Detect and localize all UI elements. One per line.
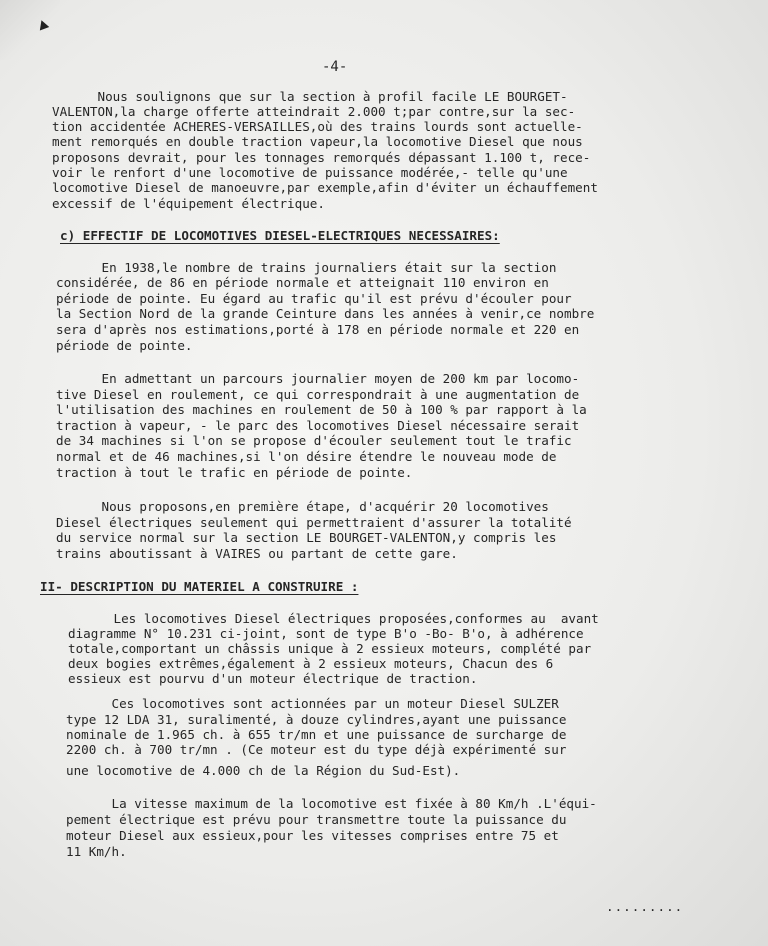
text-line: Les locomotives Diesel électriques proposées,conformes au avant — [68, 611, 599, 626]
page-shadow — [0, 0, 60, 60]
text-line: voir le renfort d'une locomotive de puissance modérée,- telle qu'une — [52, 165, 568, 180]
text-line: excessif de l'équipement électrique. — [52, 196, 325, 211]
text-line: essieux est pourvu d'un moteur électrique de traction. — [68, 671, 478, 686]
text-line: pement électrique est prévu pour transmettre toute la puissance du — [66, 812, 567, 827]
text-line: Nous proposons,en première étape, d'acquérir 20 locomotives — [56, 499, 549, 514]
text-line: tive Diesel en roulement, ce qui correspondrait à une augmentation de — [56, 387, 580, 402]
text-line: trains aboutissant à VAIRES ou partant de cette gare. — [56, 546, 458, 561]
text-line: traction à vapeur, - le parc des locomotives Diesel nécessaire serait — [56, 418, 580, 433]
text-line: Nous soulignons que sur la section à profil facile LE BOURGET- — [52, 89, 568, 104]
text-line: VALENTON,la charge offerte atteindrait 2.000 t;par contre,sur la sec- — [52, 104, 576, 119]
text-line: deux bogies extrêmes,également à 2 essieux moteurs, Chacun des 6 — [68, 656, 554, 671]
text-line: période de pointe. Eu égard au trafic qu'il est prévu d'écouler pour — [56, 291, 572, 306]
text-line: locomotive Diesel de manoeuvre,par exemple,afin d'éviter un échauffement — [52, 180, 598, 195]
text-line: considérée, de 86 en période normale et atteignait 110 environ en — [56, 275, 549, 290]
text-line: En admettant un parcours journalier moyen de 200 km par locomo- — [56, 371, 580, 386]
text-line: 11 Km/h. — [66, 844, 127, 859]
text-line: période de pointe. — [56, 338, 193, 353]
text-line: tion accidentée ACHERES-VERSAILLES,où des trains lourds sont actuelle- — [52, 119, 583, 134]
text-line: totale,comportant un châssis unique à 2 essieux moteurs, complété par — [68, 641, 592, 656]
text-line: du service normal sur la section LE BOURGET-VALENTON,y compris les — [56, 530, 557, 545]
section-heading-ii: II- DESCRIPTION DU MATERIEL A CONSTRUIRE : — [40, 579, 359, 594]
section-heading-c: c) EFFECTIF DE LOCOMOTIVES DIESEL-ELECTRIQUES NECESSAIRES: — [60, 228, 500, 243]
text-line: Ces locomotives sont actionnées par un moteur Diesel SULZER — [66, 696, 559, 711]
text-line: sera d'après nos estimations,porté à 178 en période normale et 220 en — [56, 322, 580, 337]
text-line: l'utilisation des machines en roulement de 50 à 100 % par rapport à la — [56, 402, 587, 417]
continuation-dots: ......... — [606, 899, 684, 914]
text-line: moteur Diesel aux essieux,pour les vitesses comprises entre 75 et — [66, 828, 559, 843]
text-line: type 12 LDA 31, suralimenté, à douze cylindres,ayant une puissance — [66, 712, 567, 727]
text-line: ment remorqués en double traction vapeur,la locomotive Diesel que nous — [52, 134, 583, 149]
text-line: Diesel électriques seulement qui permettraient d'assurer la totalité — [56, 515, 572, 530]
text-line: normal et de 46 machines,si l'on désire étendre le nouveau mode de — [56, 449, 557, 464]
text-line: La vitesse maximum de la locomotive est fixée à 80 Km/h .L'équi- — [66, 796, 597, 811]
text-line: une locomotive de 4.000 ch de la Région du Sud-Est). — [66, 763, 461, 778]
text-line: traction à tout le trafic en période de pointe. — [56, 465, 413, 480]
text-line: diagramme N° 10.231 ci-joint, sont de type B'o -Bo- B'o, à adhérence — [68, 626, 584, 641]
text-line: proposons devrait, pour les tonnages remorqués dépassant 1.100 t, rece- — [52, 150, 591, 165]
text-line: la Section Nord de la grande Ceinture dans les années à venir,ce nombre — [56, 306, 595, 321]
text-line: 2200 ch. à 700 tr/mn . (Ce moteur est du type déjà expérimenté sur — [66, 742, 567, 757]
text-line: nominale de 1.965 ch. à 655 tr/mn et une puissance de surcharge de — [66, 727, 567, 742]
text-line: En 1938,le nombre de trains journaliers était sur la section — [56, 260, 557, 275]
page-number: -4- — [322, 59, 348, 75]
text-line: de 34 machines si l'on se propose d'écouler seulement tout le trafic — [56, 433, 572, 448]
